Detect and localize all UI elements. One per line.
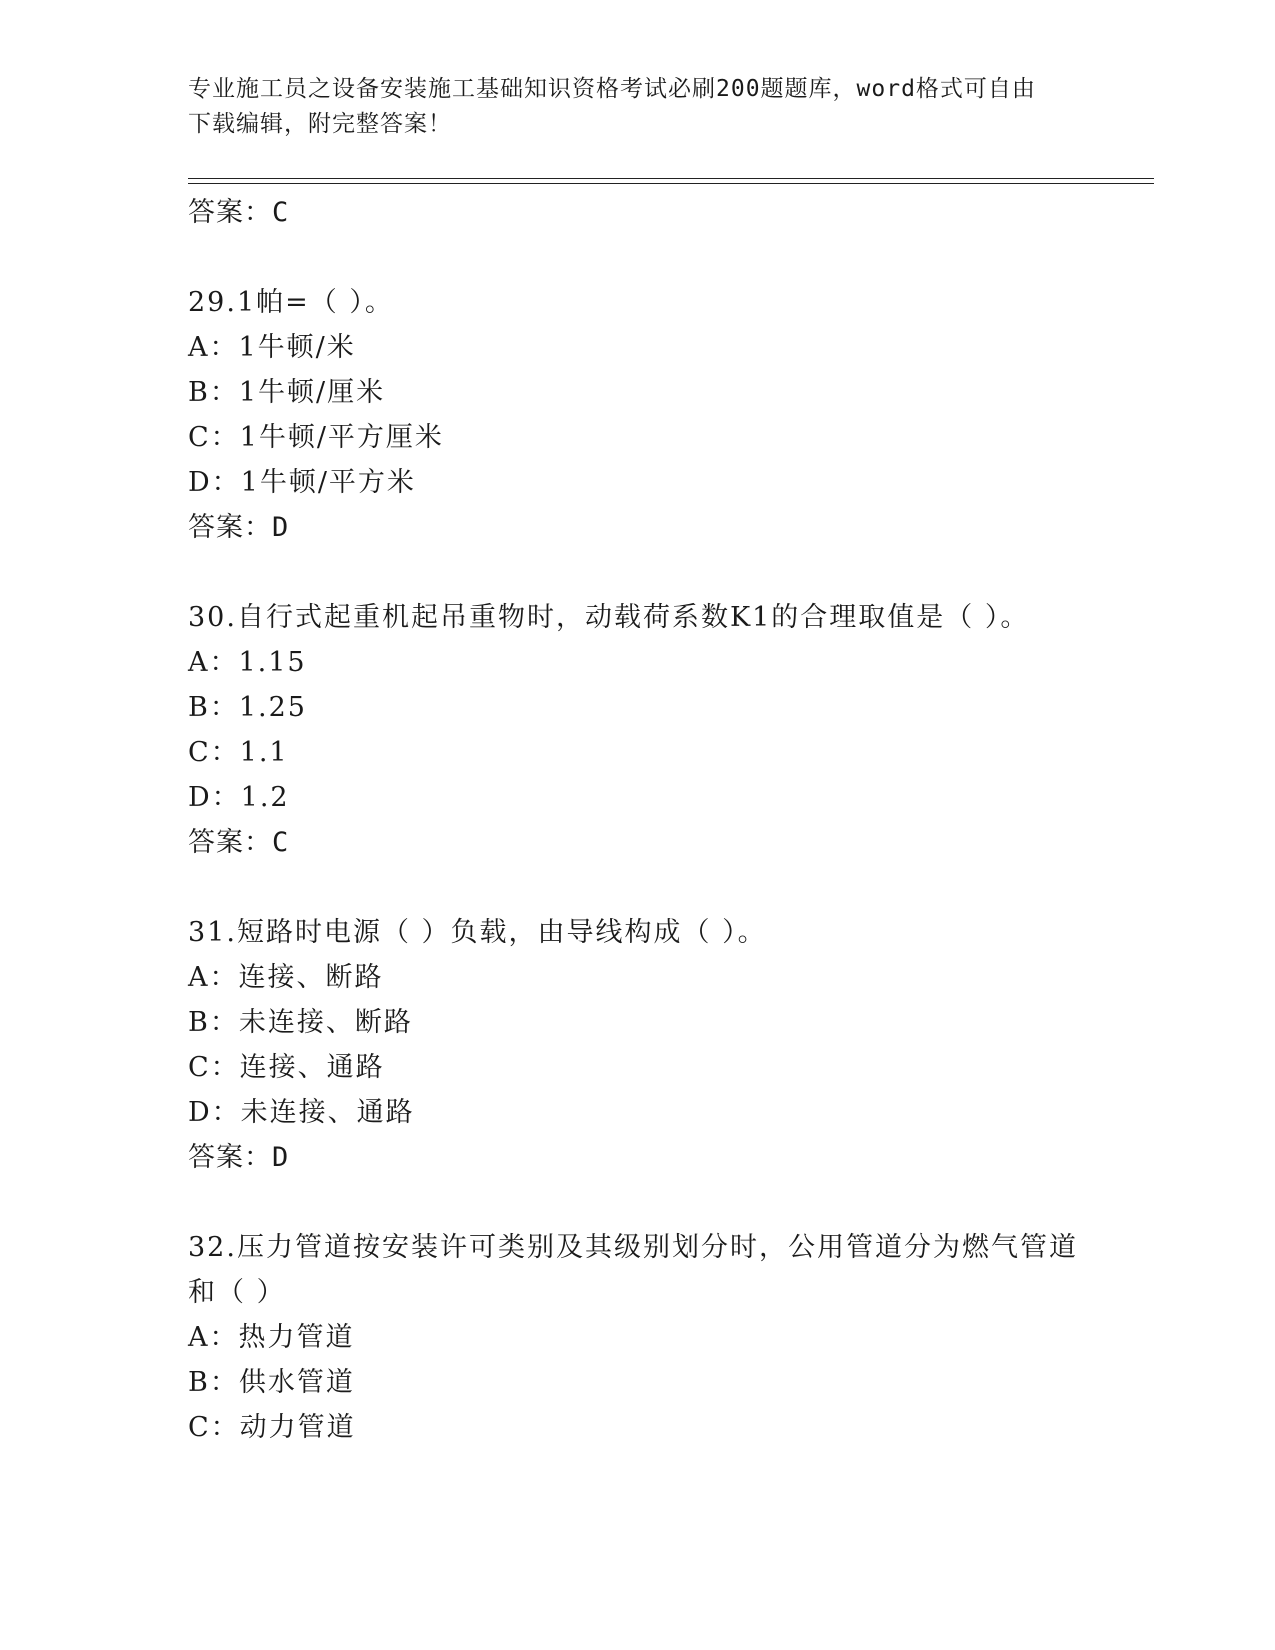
option-c: C：动力管道 <box>188 1412 356 1443</box>
question-text: 30.自行式起重机起吊重物时，动载荷系数K1的合理取值是（ ）。 <box>188 602 1030 633</box>
answer: 答案：C <box>188 827 290 858</box>
header-title-line-2: 下载编辑，附完整答案！ <box>188 111 452 137</box>
question-text-line-2: 和（ ） <box>188 1277 286 1308</box>
question-text: 31.短路时电源（ ）负载，由导线构成（ ）。 <box>188 917 767 948</box>
previous-answer: 答案：C <box>188 197 290 228</box>
option-b: B：供水管道 <box>188 1367 355 1398</box>
option-a: A：连接、断路 <box>188 962 384 993</box>
answer: 答案：D <box>188 1142 290 1173</box>
question-29 <box>188 280 1088 550</box>
question-30 <box>188 595 1088 865</box>
question-list <box>188 190 1088 1450</box>
spacer <box>188 235 1088 280</box>
header-divider-top <box>188 178 1154 179</box>
question-text: 29.1帕=（ ）。 <box>188 287 394 318</box>
spacer <box>188 865 1088 910</box>
option-c: C：1.1 <box>188 737 289 768</box>
option-c: C：连接、通路 <box>188 1052 385 1083</box>
document-header <box>188 72 1088 142</box>
option-a: A：热力管道 <box>188 1322 355 1353</box>
answer: 答案：D <box>188 512 290 543</box>
spacer <box>188 550 1088 595</box>
option-d: D：未连接、通路 <box>188 1097 415 1128</box>
option-c: C：1牛顿/平方厘米 <box>188 422 444 453</box>
question-31 <box>188 910 1088 1180</box>
option-d: D：1牛顿/平方米 <box>188 467 416 498</box>
option-b: B：1.25 <box>188 692 307 723</box>
header-title-line-1: 专业施工员之设备安装施工基础知识资格考试必刷200题题库，word格式可自由 <box>188 76 1036 102</box>
option-b: B：1牛顿/厘米 <box>188 377 386 408</box>
option-a: A：1.15 <box>188 647 307 678</box>
spacer <box>188 1180 1088 1225</box>
option-a: A：1牛顿/米 <box>188 332 356 363</box>
question-text-line-1: 32.压力管道按安装许可类别及其级别划分时，公用管道分为燃气管道 <box>188 1232 1078 1263</box>
option-d: D：1.2 <box>188 782 290 813</box>
header-divider-bottom <box>188 183 1154 184</box>
question-32 <box>188 1225 1088 1450</box>
option-b: B：未连接、断路 <box>188 1007 413 1038</box>
